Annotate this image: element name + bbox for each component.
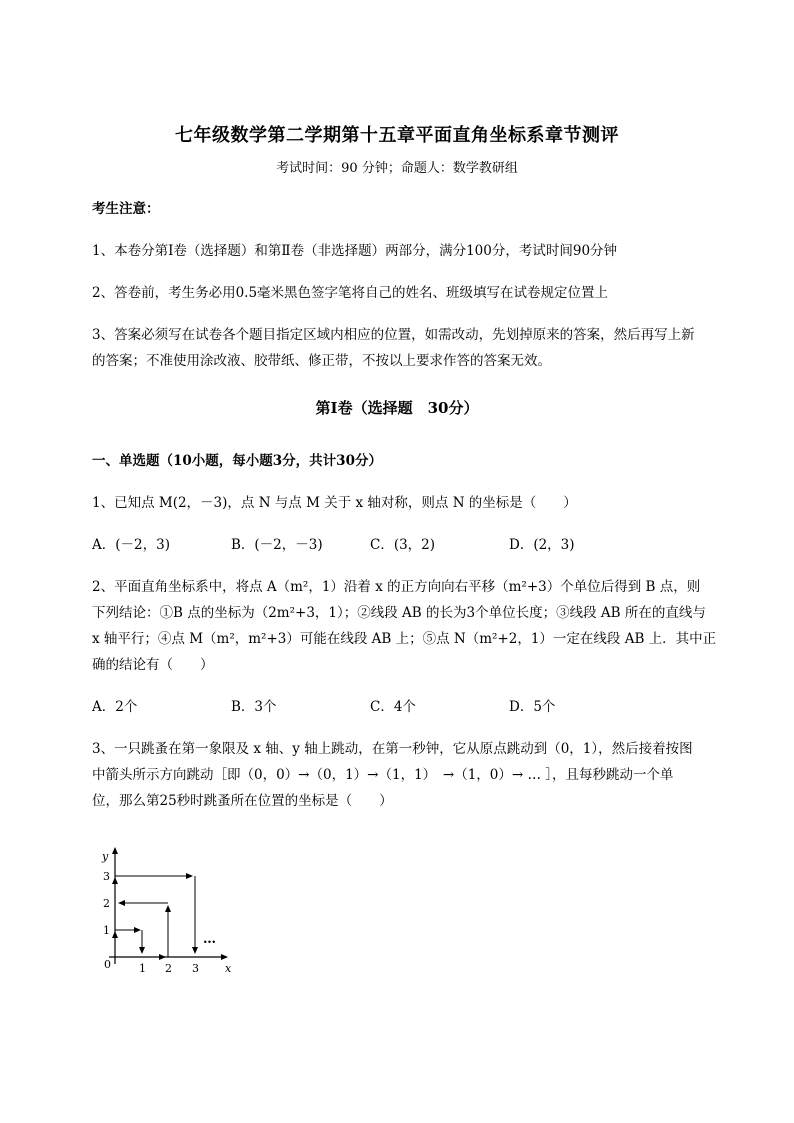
option-b: B．3个: [231, 699, 277, 715]
y-tick-label: 3: [103, 870, 110, 883]
question-2-stem: 2、平面直角坐标系中，将点 A（m²，1）沿着 x 的正方向向右平移（m²+3）个单位后得到 B 点，则: [92, 579, 701, 595]
option-c: C．4个: [370, 699, 416, 715]
x-axis-label: x: [225, 962, 232, 975]
option-b: B．(－2，－3): [231, 537, 323, 553]
y-tick-label: 1: [103, 924, 110, 937]
notice-item: 2、答卷前，考生务必用0.5毫米黑色签字笔将自己的姓名、班级填写在试卷规定位置上: [92, 285, 609, 301]
exam-subtitle: 考试时间：90 分钟；命题人：数学教研组: [276, 161, 518, 176]
x-tick-label: 1: [139, 962, 146, 975]
y-tick-label: 2: [103, 897, 110, 910]
notice-item: 3、答案必须写在试卷各个题目指定区域内相应的位置，如需改动，先划掉原来的答案，然后再写上新: [92, 327, 695, 343]
option-c: C．(3，2): [370, 537, 436, 553]
section-title: 第Ⅰ卷（选择题 30分）: [315, 399, 479, 417]
x-tick-label: 3: [192, 962, 199, 975]
option-d: D．5个: [509, 699, 556, 715]
ellipsis: …: [203, 932, 216, 947]
flea-path-figure: [95, 840, 245, 980]
x-tick-label: 2: [165, 962, 172, 975]
question-2-stem: 下列结论：①B 点的坐标为（2m²+3，1）；②线段 AB 的长为3个单位长度；③线段 AB 所在的直线与: [92, 605, 706, 621]
question-2-stem: x 轴平行；④点 M（m²，m²+3）可能在线段 AB 上；⑤点 N（m²+2，1）一定在线段 AB 上．其中正: [92, 631, 717, 647]
option-d: D．(2，3): [509, 537, 575, 553]
page-title: 七年级数学第二学期第十五章平面直角坐标系章节测评: [175, 125, 619, 146]
question-3-stem: 3、一只跳蚤在第一象限及 x 轴、y 轴上跳动，在第一秒钟，它从原点跳动到（0，1），然后接着按图: [92, 741, 693, 757]
question-2-stem: 确的结论有（ ）: [92, 657, 214, 673]
part-title: 一、单选题（10小题，每小题3分，共计30分）: [92, 453, 382, 469]
flea-path: [115, 876, 195, 957]
origin-label: 0: [104, 958, 111, 971]
option-a: A．(－2，3): [92, 537, 170, 553]
question-1-stem: 1、已知点 M(2，－3)，点 N 与点 M 关于 x 轴对称，则点 N 的坐标是（ ）: [92, 495, 577, 511]
question-3-stem: 中箭头所示方向跳动［即（0，0）→（0，1）→（1，1） →（1，0）→ … ］，且每秒跳动一个单: [92, 767, 674, 783]
notice-heading: 考生注意：: [92, 201, 160, 217]
notice-item: 1、本卷分第Ⅰ卷（选择题）和第Ⅱ卷（非选择题）两部分，满分100分，考试时间90分钟: [92, 243, 618, 259]
question-3-stem: 位，那么第25秒时跳蚤所在位置的坐标是（ ）: [92, 793, 393, 809]
notice-item: 的答案；不准使用涂改液、胶带纸、修正带，不按以上要求作答的答案无效。: [92, 353, 551, 369]
y-axis-label: y: [102, 850, 109, 863]
option-a: A．2个: [92, 699, 138, 715]
